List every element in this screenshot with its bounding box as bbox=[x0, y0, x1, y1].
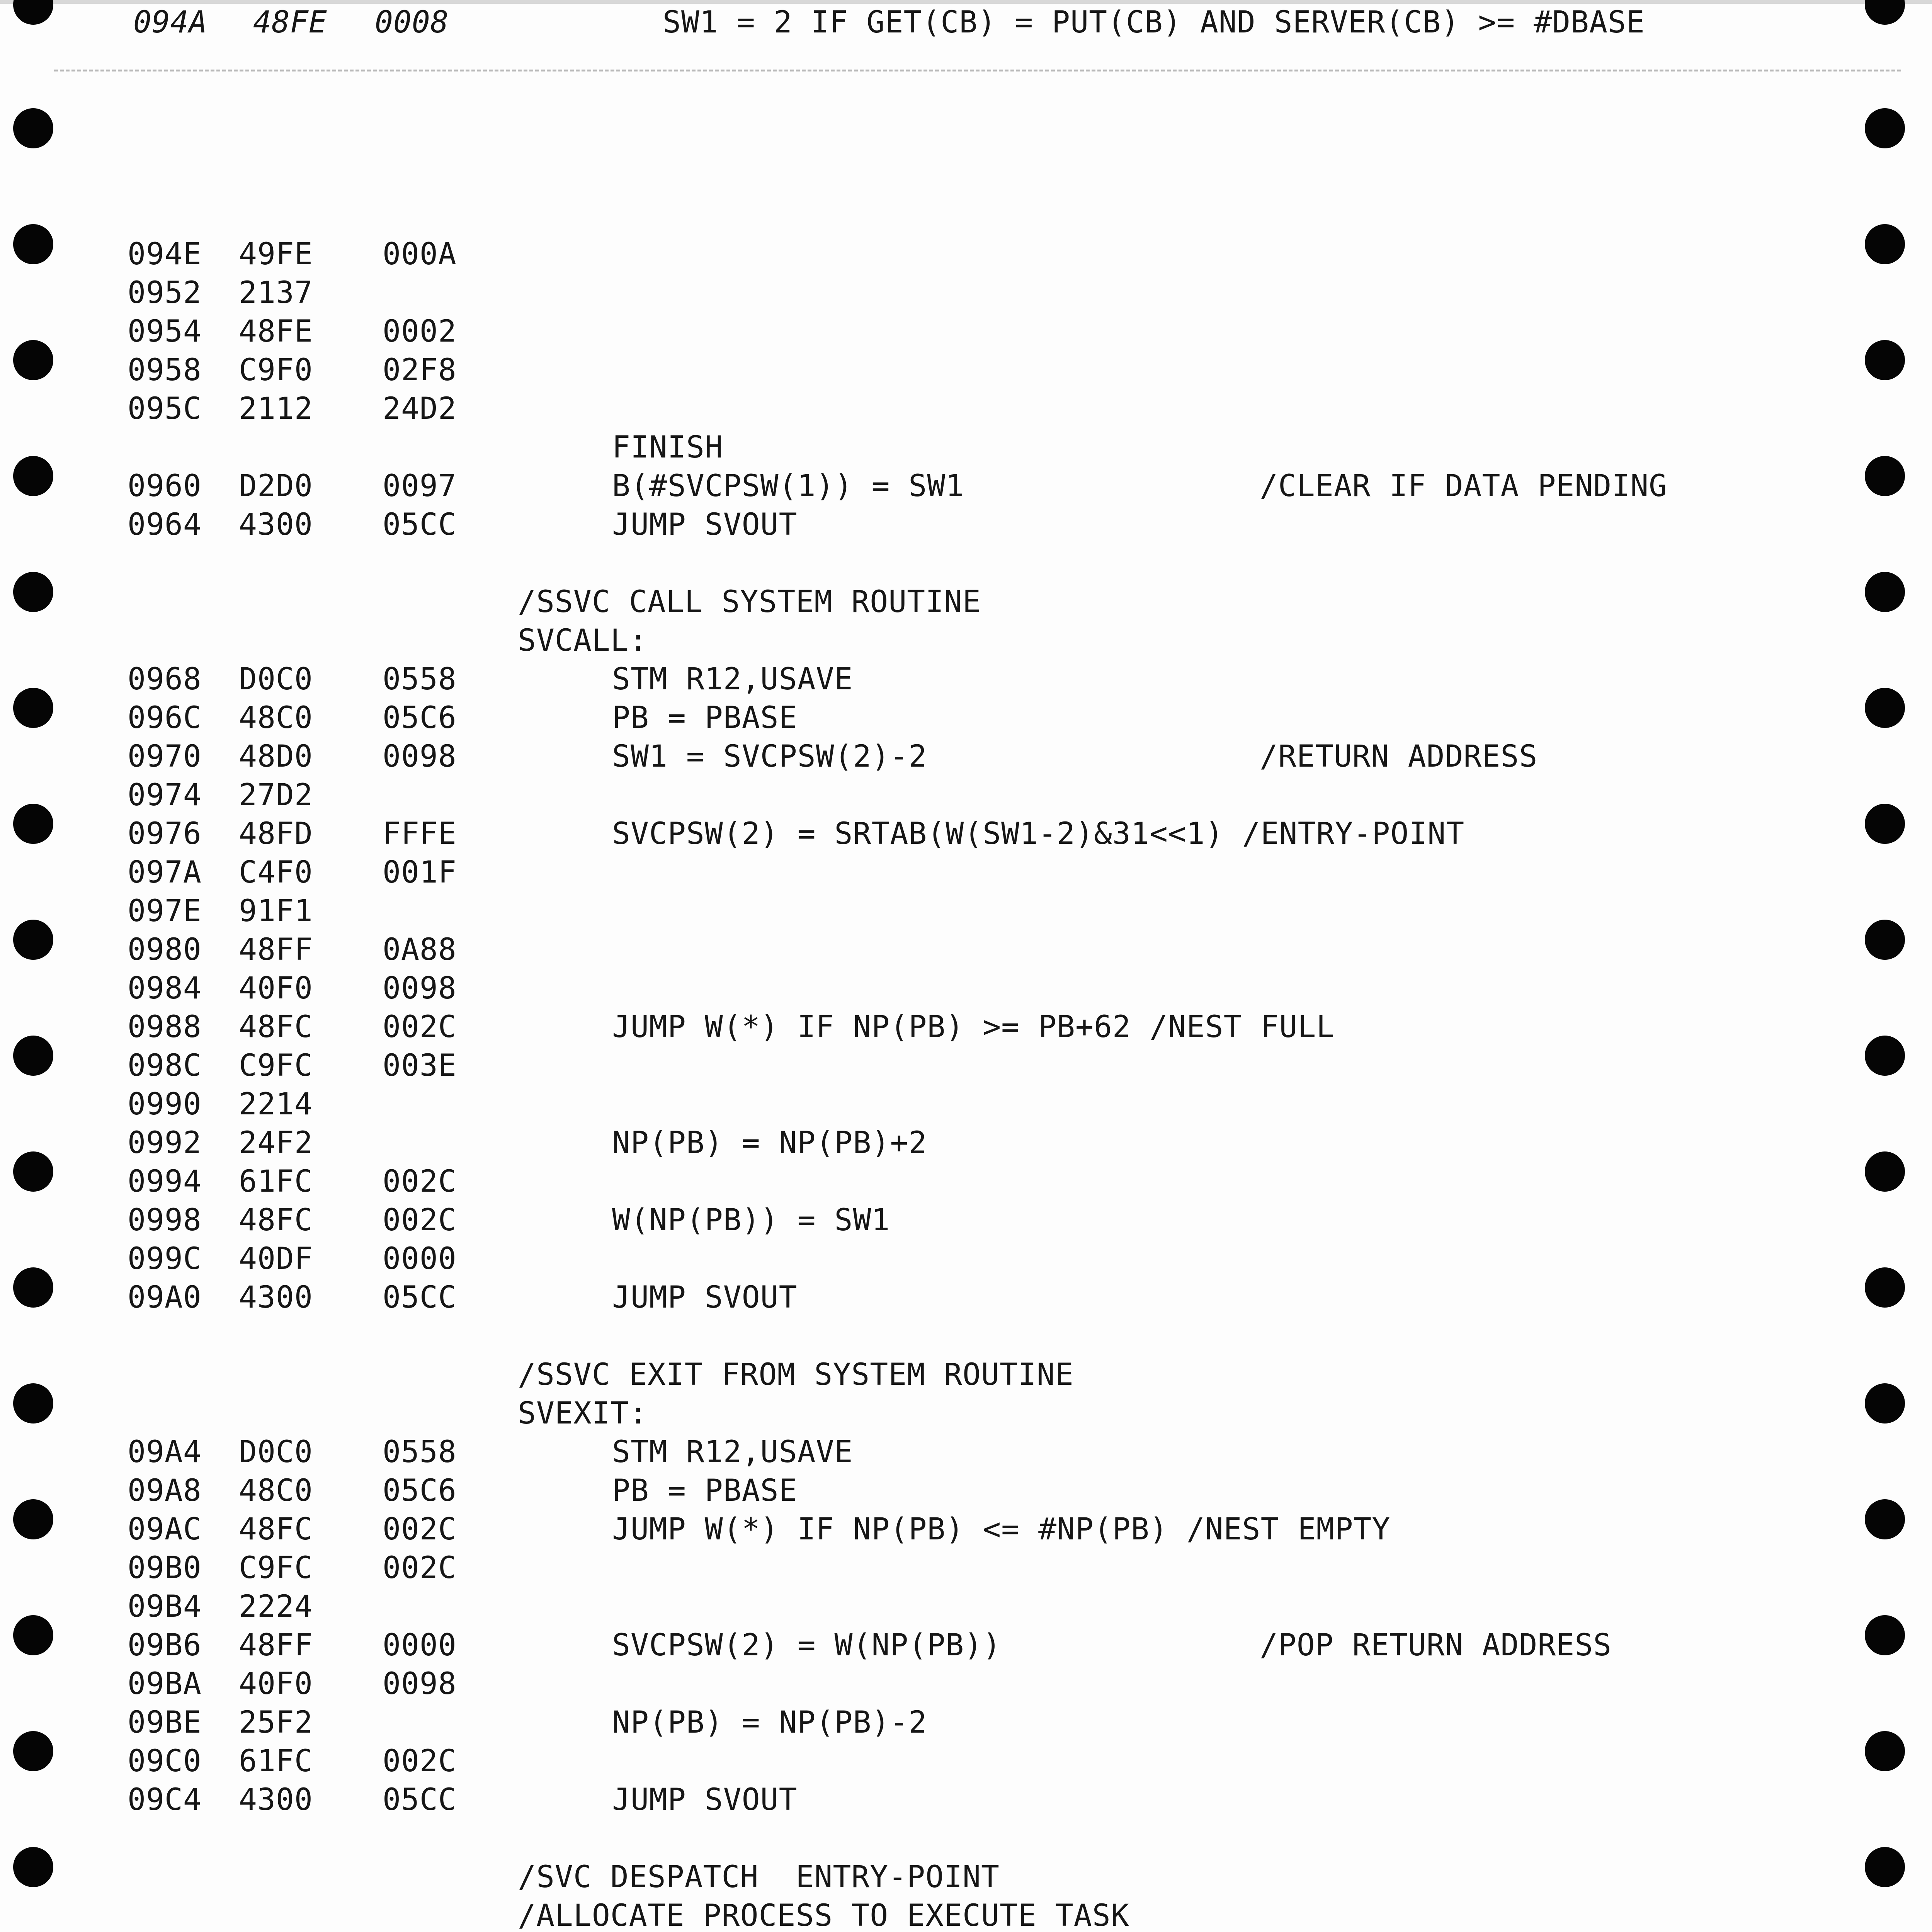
feed-hole bbox=[13, 1151, 53, 1192]
feed-hole bbox=[1865, 340, 1905, 380]
feed-hole bbox=[13, 0, 53, 25]
object-code: C9F0 bbox=[239, 353, 313, 388]
feed-hole bbox=[1865, 108, 1905, 148]
source-statement: SVCPSW(2) = SRTAB(W(SW1-2)&31<<1) /ENTRY-POINT bbox=[612, 816, 1465, 851]
object-code: C9FC bbox=[239, 1551, 313, 1585]
address: 0988 bbox=[128, 1010, 202, 1044]
feed-hole bbox=[13, 572, 53, 612]
address: 0958 bbox=[128, 353, 202, 388]
source-statement: JUMP SVOUT bbox=[612, 1782, 798, 1817]
source-statement: PB = PBASE bbox=[612, 701, 798, 735]
object-code: 24F2 bbox=[239, 1126, 313, 1160]
feed-hole bbox=[13, 920, 53, 960]
object-code: 48FE bbox=[253, 5, 327, 40]
object-code: D0C0 bbox=[239, 1435, 313, 1469]
object-code: 0098 bbox=[383, 1667, 457, 1701]
source-statement: SW1 = SVCPSW(2)-2 bbox=[612, 739, 927, 774]
feed-hole bbox=[1865, 1036, 1905, 1076]
object-code: 2112 bbox=[239, 391, 313, 426]
address: 09B4 bbox=[128, 1589, 202, 1624]
address: 09C4 bbox=[128, 1782, 202, 1817]
address: 09AC bbox=[128, 1512, 202, 1547]
object-code: 0000 bbox=[383, 1242, 457, 1276]
object-code: 002C bbox=[383, 1203, 457, 1238]
object-code: 25F2 bbox=[239, 1705, 313, 1740]
object-code: 02F8 bbox=[383, 353, 457, 388]
address: 09C0 bbox=[128, 1744, 202, 1779]
comment: /RETURN ADDRESS bbox=[1260, 739, 1538, 774]
object-code: D0C0 bbox=[239, 662, 313, 697]
feed-hole bbox=[13, 1036, 53, 1076]
object-code: 48FF bbox=[239, 932, 313, 967]
section-label: /SSVC EXIT FROM SYSTEM ROUTINE bbox=[518, 1357, 1074, 1392]
address: 096C bbox=[128, 701, 202, 735]
address: 0990 bbox=[128, 1087, 202, 1122]
object-code: 000A bbox=[383, 237, 457, 272]
address: 0970 bbox=[128, 739, 202, 774]
source-statement: NP(PB) = NP(PB)-2 bbox=[612, 1705, 927, 1740]
feed-hole bbox=[1865, 572, 1905, 612]
feed-hole bbox=[1865, 1847, 1905, 1887]
object-code: 48FC bbox=[239, 1512, 313, 1547]
feed-hole bbox=[1865, 1615, 1905, 1655]
feed-hole bbox=[13, 340, 53, 380]
address: 0984 bbox=[128, 971, 202, 1006]
address: 0974 bbox=[128, 778, 202, 813]
object-code: 4300 bbox=[239, 1782, 313, 1817]
address: 0968 bbox=[128, 662, 202, 697]
address: 0976 bbox=[128, 816, 202, 851]
perforation-line bbox=[54, 70, 1901, 71]
object-code: 002C bbox=[383, 1551, 457, 1585]
comment: /POP RETURN ADDRESS bbox=[1260, 1628, 1612, 1663]
address: 094A bbox=[133, 5, 207, 40]
object-code: 0008 bbox=[375, 5, 449, 40]
address: 0952 bbox=[128, 276, 202, 310]
source-statement: JUMP W(*) IF NP(PB) <= #NP(PB) /NEST EMPTY bbox=[612, 1512, 1391, 1547]
feed-hole bbox=[13, 688, 53, 728]
feed-hole bbox=[1865, 804, 1905, 844]
address: 098C bbox=[128, 1048, 202, 1083]
source-statement: JUMP W(*) IF NP(PB) >= PB+62 /NEST FULL bbox=[612, 1010, 1335, 1044]
source-statement: STM R12,USAVE bbox=[612, 662, 853, 697]
object-code: 2137 bbox=[239, 276, 313, 310]
feed-hole bbox=[13, 1499, 53, 1539]
object-code: 48FD bbox=[239, 816, 313, 851]
object-code: 48FC bbox=[239, 1203, 313, 1238]
source-statement: STM R12,USAVE bbox=[612, 1435, 853, 1469]
object-code: 4300 bbox=[239, 507, 313, 542]
object-code: 05C6 bbox=[383, 1473, 457, 1508]
object-code: 61FC bbox=[239, 1744, 313, 1779]
object-code: 48FF bbox=[239, 1628, 313, 1663]
address: 097E bbox=[128, 894, 202, 929]
object-code: 0097 bbox=[383, 469, 457, 503]
feed-hole bbox=[1865, 1731, 1905, 1771]
object-code: FFFE bbox=[383, 816, 457, 851]
section-label: SVEXIT: bbox=[518, 1396, 648, 1431]
object-code: 48FE bbox=[239, 314, 313, 349]
feed-hole bbox=[1865, 920, 1905, 960]
source-statement: SVCPSW(2) = W(NP(PB)) bbox=[612, 1628, 1002, 1663]
object-code: 40F0 bbox=[239, 1667, 313, 1701]
address: 095C bbox=[128, 391, 202, 426]
feed-hole bbox=[1865, 224, 1905, 264]
object-code: 0558 bbox=[383, 1435, 457, 1469]
address: 09BE bbox=[128, 1705, 202, 1740]
source-statement: JUMP SVOUT bbox=[612, 1280, 798, 1315]
address: 0998 bbox=[128, 1203, 202, 1238]
object-code: 0002 bbox=[383, 314, 457, 349]
object-code: 0000 bbox=[383, 1628, 457, 1663]
address: 097A bbox=[128, 855, 202, 890]
object-code: 91F1 bbox=[239, 894, 313, 929]
address: 09B0 bbox=[128, 1551, 202, 1585]
address: 09A8 bbox=[128, 1473, 202, 1508]
object-code: 2224 bbox=[239, 1589, 313, 1624]
feed-hole bbox=[13, 804, 53, 844]
object-code: 4300 bbox=[239, 1280, 313, 1315]
object-code: 40DF bbox=[239, 1242, 313, 1276]
feed-hole bbox=[13, 1267, 53, 1308]
feed-hole bbox=[1865, 0, 1905, 25]
feed-hole bbox=[13, 1383, 53, 1423]
section-label: /SSVC CALL SYSTEM ROUTINE bbox=[518, 585, 981, 619]
address: 0980 bbox=[128, 932, 202, 967]
object-code: 48C0 bbox=[239, 1473, 313, 1508]
object-code: 05C6 bbox=[383, 701, 457, 735]
address: 0960 bbox=[128, 469, 202, 503]
object-code: 003E bbox=[383, 1048, 457, 1083]
feed-hole bbox=[13, 224, 53, 264]
object-code: 61FC bbox=[239, 1164, 313, 1199]
address: 09B6 bbox=[128, 1628, 202, 1663]
object-code: 48FC bbox=[239, 1010, 313, 1044]
object-code: D2D0 bbox=[239, 469, 313, 503]
address: 09BA bbox=[128, 1667, 202, 1701]
feed-hole bbox=[1865, 688, 1905, 728]
object-code: 27D2 bbox=[239, 778, 313, 813]
object-code: 0A88 bbox=[383, 932, 457, 967]
object-code: 05CC bbox=[383, 1280, 457, 1315]
object-code: 2214 bbox=[239, 1087, 313, 1122]
object-code: 49FE bbox=[239, 237, 313, 272]
source-statement: PB = PBASE bbox=[612, 1473, 798, 1508]
object-code: 48D0 bbox=[239, 739, 313, 774]
section-label: /ALLOCATE PROCESS TO EXECUTE TASK bbox=[518, 1898, 1129, 1932]
feed-hole bbox=[13, 1615, 53, 1655]
address: 0954 bbox=[128, 314, 202, 349]
object-code: 002C bbox=[383, 1010, 457, 1044]
object-code: 0098 bbox=[383, 971, 457, 1006]
source-statement: W(NP(PB)) = SW1 bbox=[612, 1203, 890, 1238]
address: 0964 bbox=[128, 507, 202, 542]
source-statement: SW1 = 2 IF GET(CB) = PUT(CB) AND SERVER(CB) >= #DBASE bbox=[663, 5, 1645, 40]
object-code: 05CC bbox=[383, 1782, 457, 1817]
object-code: 0098 bbox=[383, 739, 457, 774]
object-code: 48C0 bbox=[239, 701, 313, 735]
source-statement: B(#SVCPSW(1)) = SW1 bbox=[612, 469, 964, 503]
feed-hole bbox=[1865, 1383, 1905, 1423]
object-code: 002C bbox=[383, 1744, 457, 1779]
section-label: SVCALL: bbox=[518, 623, 648, 658]
object-code: 05CC bbox=[383, 507, 457, 542]
feed-hole bbox=[13, 1731, 53, 1771]
address: 09A0 bbox=[128, 1280, 202, 1315]
source-statement: JUMP SVOUT bbox=[612, 507, 798, 542]
address: 0994 bbox=[128, 1164, 202, 1199]
object-code: C4F0 bbox=[239, 855, 313, 890]
feed-hole bbox=[13, 108, 53, 148]
address: 09A4 bbox=[128, 1435, 202, 1469]
object-code: 002C bbox=[383, 1164, 457, 1199]
comment: /CLEAR IF DATA PENDING bbox=[1260, 469, 1668, 503]
feed-hole bbox=[1865, 456, 1905, 496]
object-code: 40F0 bbox=[239, 971, 313, 1006]
address: 099C bbox=[128, 1242, 202, 1276]
object-code: 0558 bbox=[383, 662, 457, 697]
feed-hole bbox=[1865, 1151, 1905, 1192]
object-code: C9FC bbox=[239, 1048, 313, 1083]
feed-hole bbox=[1865, 1267, 1905, 1308]
object-code: 001F bbox=[383, 855, 457, 890]
feed-hole bbox=[13, 456, 53, 496]
feed-hole bbox=[13, 1847, 53, 1887]
address: 0992 bbox=[128, 1126, 202, 1160]
feed-hole bbox=[1865, 1499, 1905, 1539]
object-code: 24D2 bbox=[383, 391, 457, 426]
object-code: 002C bbox=[383, 1512, 457, 1547]
source-statement: FINISH bbox=[612, 430, 723, 465]
source-statement: NP(PB) = NP(PB)+2 bbox=[612, 1126, 927, 1160]
address: 094E bbox=[128, 237, 202, 272]
section-label: /SVC DESPATCH ENTRY-POINT bbox=[518, 1860, 1000, 1895]
